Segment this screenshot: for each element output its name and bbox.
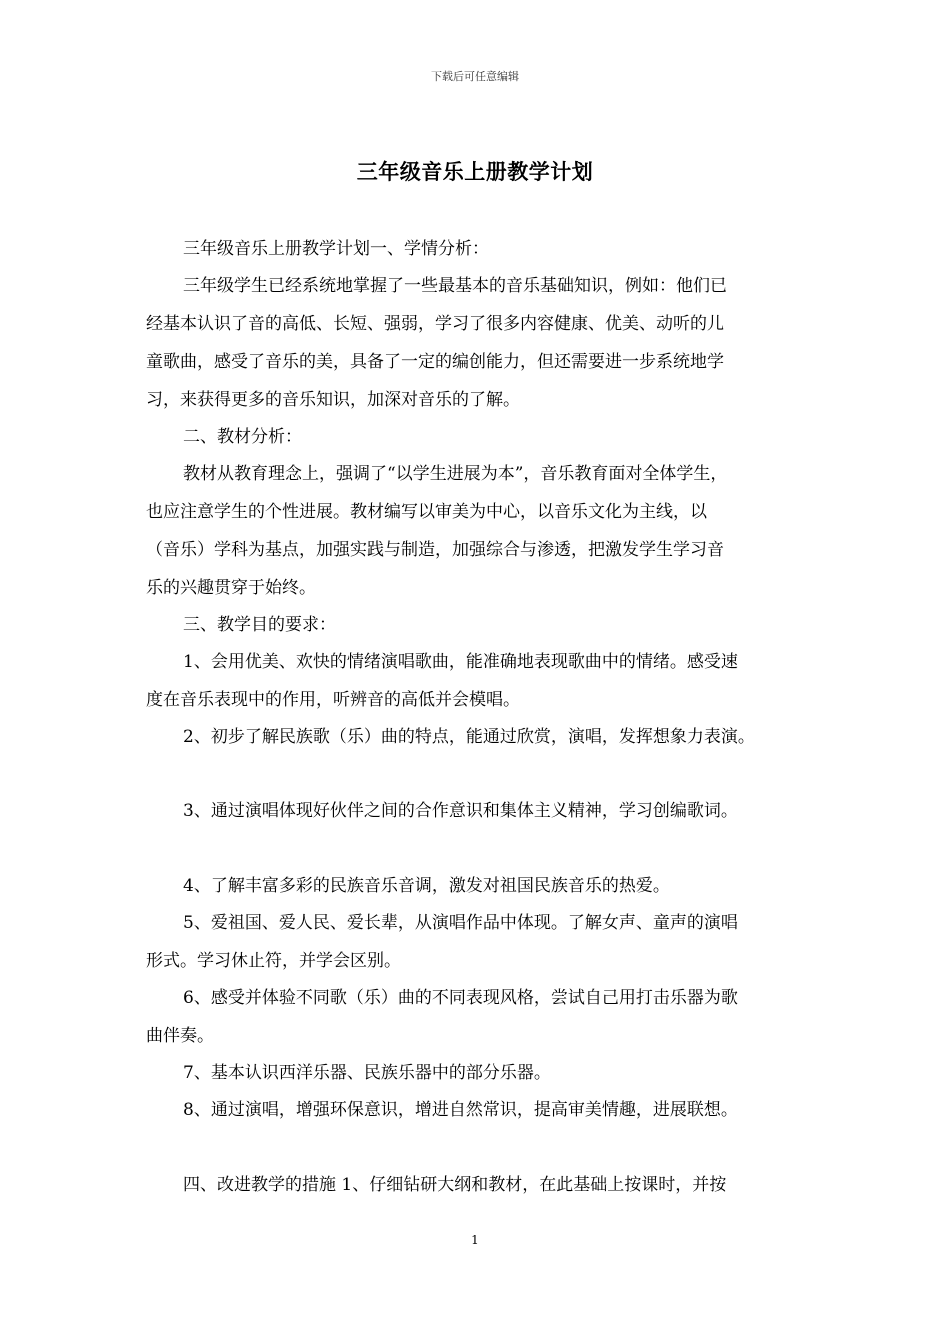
list-item: 6、感受并体验不同歌（乐）曲的不同表现风格，尝试自己用打击乐器为歌 [183, 988, 738, 1008]
section-heading: 三、教学目的要求： [183, 615, 336, 635]
paragraph-line: （音乐）学科为基点，加强实践与制造，加强综合与渗透，把激发学生学习音 [146, 540, 724, 560]
list-item-continuation: 形式。学习休止符，并学会区别。 [146, 951, 401, 971]
paragraph-line: 教材从教育理念上，强调了“以学生进展为本”，音乐教育面对全体学生， [183, 464, 728, 484]
list-item: 7、基本认识西洋乐器、民族乐器中的部分乐器。 [183, 1063, 551, 1083]
section-heading: 二、教材分析： [183, 427, 302, 447]
paragraph-line: 乐的兴趣贯穿于始终。 [146, 578, 316, 598]
list-item: 8、通过演唱，增强环保意识，增进自然常识，提高审美情趣，进展联想。 [183, 1100, 738, 1120]
paragraph-line: 童歌曲，感受了音乐的美，具备了一定的编创能力，但还需要进一步系统地学 [146, 352, 724, 372]
list-item: 4、了解丰富多彩的民族音乐音调，激发对祖国民族音乐的热爱。 [183, 876, 670, 896]
list-item-continuation: 曲伴奏。 [146, 1026, 214, 1046]
paragraph-line: 也应注意学生的个性进展。教材编写以审美为中心，以音乐文化为主线，以 [146, 502, 707, 522]
page-header: 下载后可任意编辑 [431, 70, 519, 83]
list-item-continuation: 度在音乐表现中的作用，听辨音的高低并会模唱。 [146, 690, 520, 710]
paragraph-line: 习，来获得更多的音乐知识，加深对音乐的了解。 [146, 390, 520, 410]
paragraph-line: 三年级学生已经系统地掌握了一些最基本的音乐基础知识，例如：他们已 [183, 276, 727, 296]
paragraph-line: 三年级音乐上册教学计划一、学情分析： [183, 239, 489, 259]
list-item: 3、通过演唱体现好伙伴之间的合作意识和集体主义精神，学习创编歌词。 [183, 801, 738, 821]
section-heading: 四、改进教学的措施 1、仔细钻研大纲和教材，在此基础上按课时，并按 [183, 1175, 727, 1195]
list-item: 2、初步了解民族歌（乐）曲的特点，能通过欣赏，演唱，发挥想象力表演。 [183, 727, 755, 747]
document-title: 三年级音乐上册教学计划 [356, 159, 594, 184]
list-item: 5、爱祖国、爱人民、爱长辈，从演唱作品中体现。了解女声、童声的演唱 [183, 913, 738, 933]
page-number: 1 [471, 1233, 479, 1247]
paragraph-line: 经基本认识了音的高低、长短、强弱，学习了很多内容健康、优美、动听的儿 [146, 314, 724, 334]
list-item: 1、会用优美、欢快的情绪演唱歌曲，能准确地表现歌曲中的情绪。感受速 [183, 652, 738, 672]
